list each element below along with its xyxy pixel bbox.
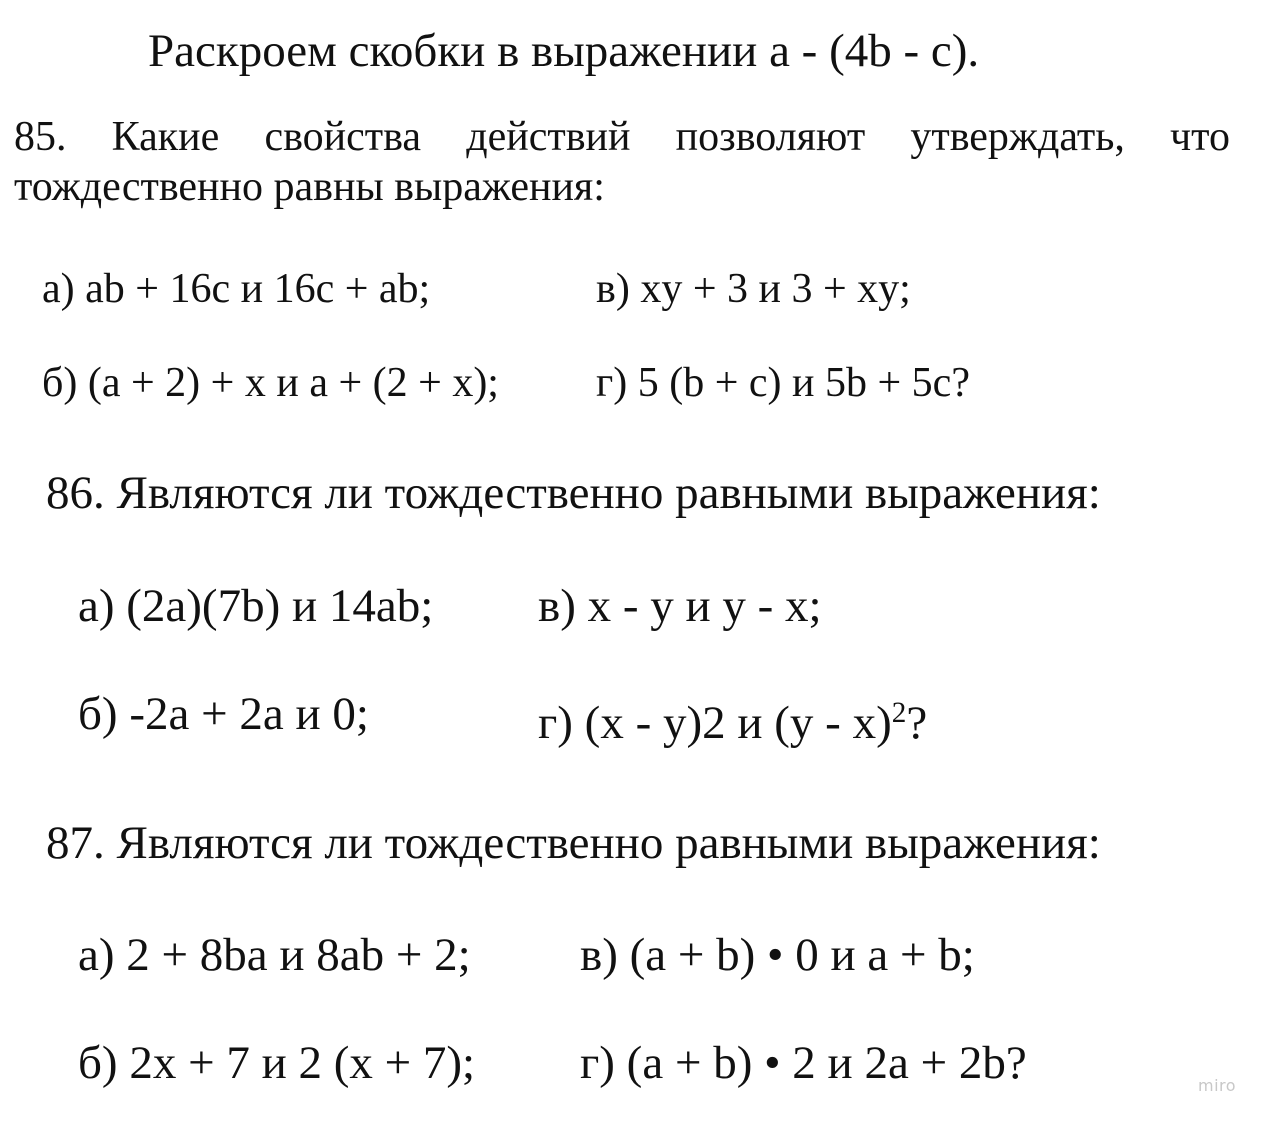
exercise-86-item-g-exponent: 2: [891, 696, 907, 729]
miro-watermark: miro: [1198, 1076, 1237, 1095]
exercise-87-heading: 87. Являются ли тождественно равными выражения:: [46, 817, 1101, 869]
exercise-86-item-g-end: ?: [906, 697, 928, 749]
exercise-85-item-v: в) xy + 3 и 3 + xy;: [596, 266, 911, 312]
exercise-86-item-a: а) (2a)(7b) и 14ab;: [78, 580, 434, 632]
exercise-85-item-g: г) 5 (b + с) и 5b + 5с?: [596, 360, 970, 406]
exercise-86-item-v: в) x - y и y - x;: [538, 580, 822, 632]
exercise-85-item-b: б) (а + 2) + х и а + (2 + х);: [42, 360, 499, 406]
exercise-85-item-a: а) ab + 16с и 16с + ab;: [42, 266, 431, 312]
exercise-85-question-line2: тождественно равны выражения:: [14, 164, 605, 210]
exercise-86-item-g-main: г) (x - y)2 и (y - x): [538, 697, 892, 749]
exercise-86-item-g: [538, 696, 928, 749]
exercise-86-heading: 86. Являются ли тождественно равными выражения:: [46, 467, 1101, 519]
page-title: Раскроем скобки в выражении а - (4b - с).: [148, 25, 980, 77]
exercise-85-question-line1: 85. Какие свойства действий позволяют утверждать, что: [14, 114, 1230, 160]
exercise-87-item-b: б) 2x + 7 и 2 (x + 7);: [78, 1037, 476, 1089]
exercise-87-item-g: г) (a + b) • 2 и 2a + 2b?: [580, 1037, 1027, 1089]
exercise-87-item-a: а) 2 + 8ba и 8ab + 2;: [78, 929, 471, 981]
exercise-87-item-v: в) (a + b) • 0 и a + b;: [580, 929, 975, 981]
exercise-86-item-b: б) -2а + 2а и 0;: [78, 688, 369, 740]
